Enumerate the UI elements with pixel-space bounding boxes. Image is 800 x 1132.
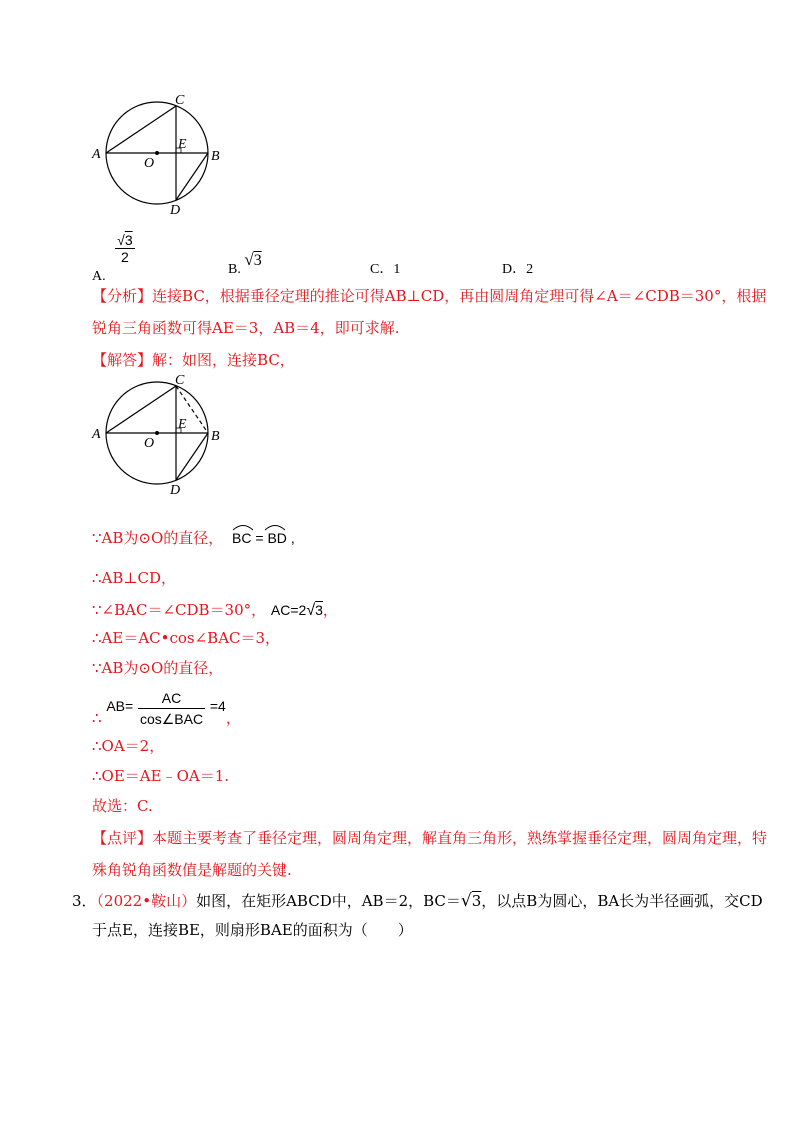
label-C: C [175,373,185,388]
step-3: ∵∠BAC＝∠CDB＝30°， AC=2√3， [92,601,338,619]
step-1: ∵AB为⊙O的直径， BC = BD , [92,528,295,548]
circle-figure-1 [88,90,228,220]
arc-bd: BD [264,530,291,546]
solution-heading: 【解答】解：如图，连接BC， [92,351,295,369]
step-9: 故选：C. [92,797,153,815]
comment-line-2: 殊角锐角函数值是解题的关键. [92,861,292,879]
label-D: D [170,483,181,498]
analysis-line-2: 锐角三角函数可得AE＝3，AB＝4，即可求解. [92,319,400,337]
label-A: A [92,147,101,162]
option-a[interactable]: A. $\frac{√3}{2}$ [92,232,133,284]
comment-line-1: 【点评】本题主要考查了垂径定理，圆周角定理，解直角三角形，熟练掌握垂径定理，圆周角定理，特 [92,829,768,847]
circle-figure-2 [88,370,228,500]
label-E: E [178,137,187,152]
option-c[interactable]: C．1 [370,262,401,277]
label-E: E [178,417,187,432]
option-d[interactable]: D．2 [502,262,534,277]
label-O: O [144,156,155,171]
step-7: ∴OA＝2， [92,737,165,755]
step-6: ∴ AB= $\frac{AC}{\text{cos∠BAC}}$ =4， [92,690,241,727]
step-8: ∴OE＝AE﹣OA＝1. [92,767,230,785]
step-4: ∴AE＝AC•cos∠BAC＝3， [92,629,281,647]
label-D: D [170,203,181,218]
step-5: ∵AB为⊙O的直径， [92,659,224,677]
label-A: A [92,427,101,442]
analysis-line-1: 【分析】连接BC，根据垂径定理的推论可得AB⊥CD，再由圆周角定理可得∠A＝∠CDB＝30°，根据 [92,287,767,305]
label-C: C [175,93,185,108]
label-B: B [211,429,220,444]
label-O: O [144,436,155,451]
step-2: ∴AB⊥CD， [92,569,177,587]
question-3-line-2: 于点E，连接BE，则扇形BAE的面积为（ ） [92,921,413,939]
arc-bc: BC [232,530,255,546]
option-b[interactable]: B. √3 [228,250,262,277]
question-3-line-1: 3．（2022•鞍山）如图，在矩形ABCD中，AB＝2，BC＝√3，以点B为圆心，BA长为半径画弧，交CD [72,891,763,911]
label-B: B [211,149,220,164]
